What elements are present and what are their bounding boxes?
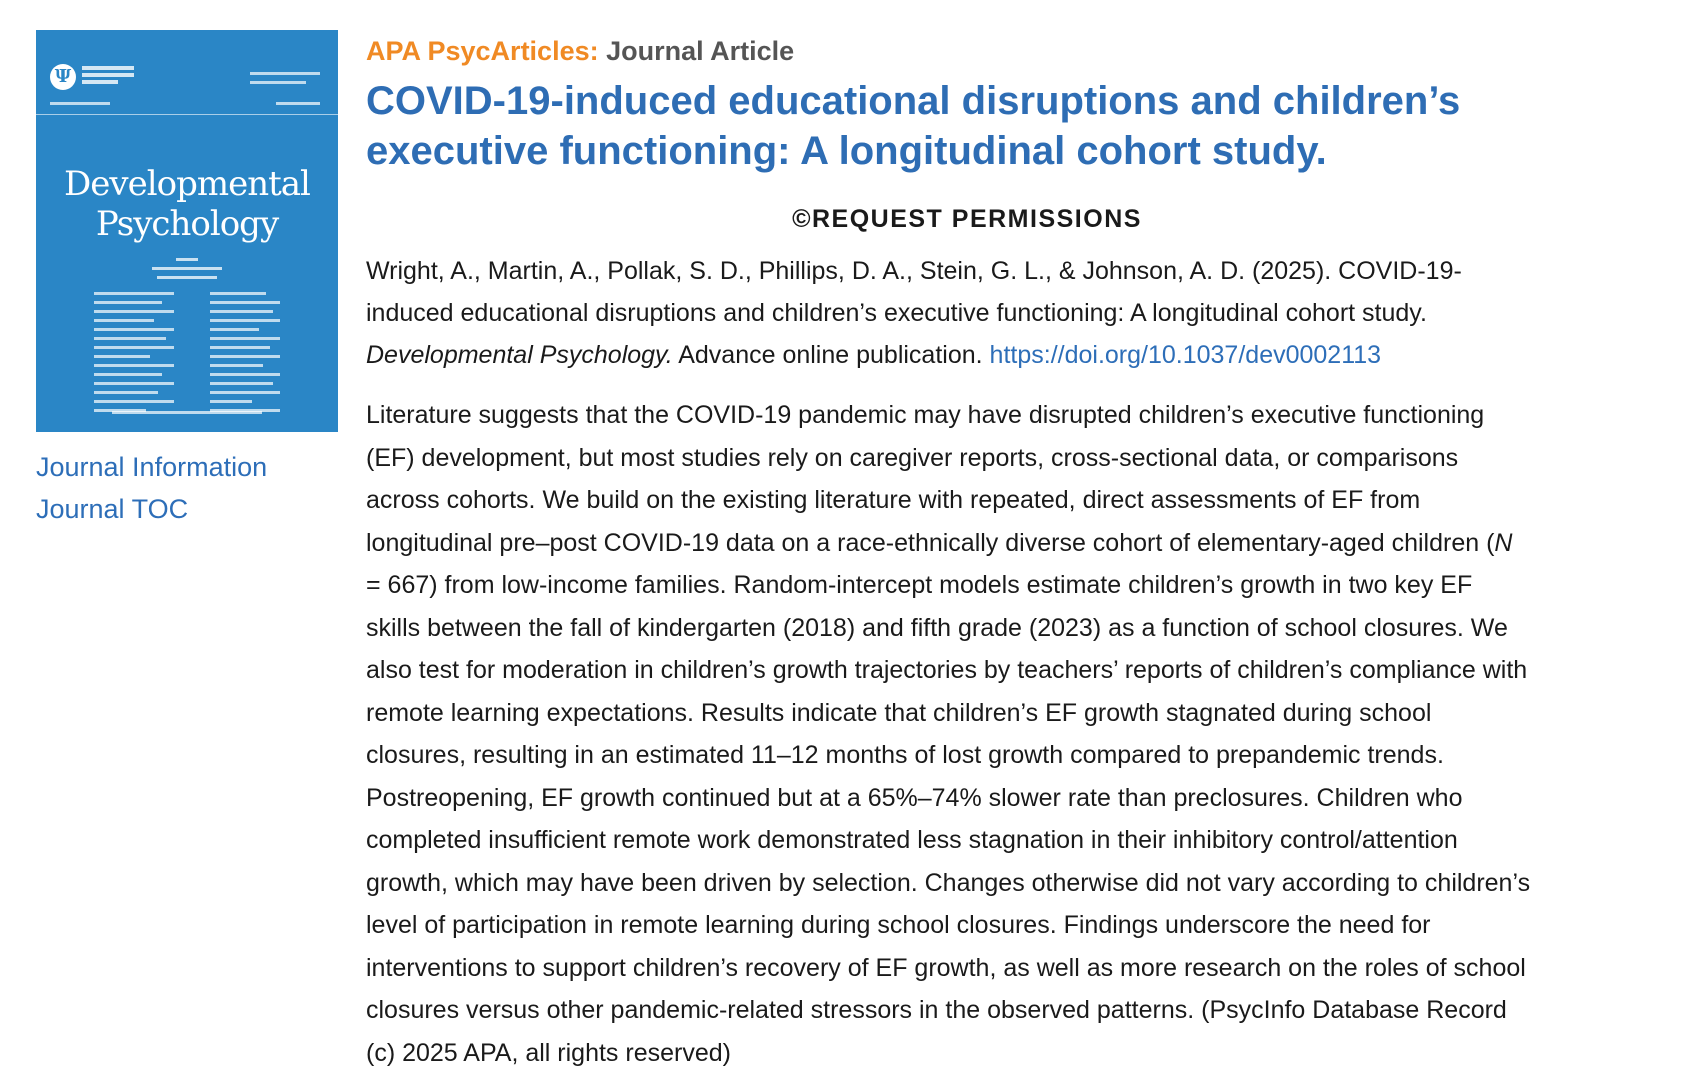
request-permissions-button[interactable]: ©REQUEST PERMISSIONS	[792, 205, 1142, 233]
cover-divider	[36, 114, 338, 115]
abstract-line: longitudinal pre–post COVID-19 data on a race-ethnically diverse cohort of elementary-aged children (	[366, 528, 1495, 557]
abstract-line: (EF) development, but most studies rely on caregiver reports, cross-sectional data, or comparisons	[366, 443, 1459, 472]
abstract-line: also test for moderation in children’s growth trajectories by teachers’ reports of children’s compliance with	[366, 656, 1528, 684]
article-title	[366, 76, 1688, 176]
abstract	[366, 394, 1688, 1074]
cover-url	[36, 411, 338, 414]
journal-toc-link[interactable]: Journal TOC	[36, 494, 189, 524]
citation-journal: Developmental Psychology.	[366, 341, 673, 369]
abstract-line: Literature suggests that the COVID-19 pandemic may have disrupted children’s executive functioning	[366, 401, 1485, 429]
abstract-line: growth, which may have been driven by selection. Changes otherwise did not vary according to children’s	[366, 868, 1531, 897]
journal-cover-image[interactable]	[36, 30, 338, 432]
journal-information-link[interactable]: Journal Information	[36, 452, 268, 482]
journal-links	[36, 446, 340, 530]
abstract-line: = 667) from low-income families. Random-intercept models estimate children’s growth in two key EF	[366, 571, 1473, 599]
cover-title-line2: Psychology	[95, 204, 279, 244]
abstract-line: completed insufficient remote work demonstrated less stagnation in their inhibitory control/attention	[366, 826, 1458, 854]
source-brand: APA PsycArticles:	[366, 36, 599, 66]
abstract-line: level of participation in remote learning during school closures. Findings underscore the need for	[366, 911, 1431, 939]
citation-publication-note: Advance online publication.	[672, 341, 990, 369]
article-main	[366, 30, 1688, 1074]
abstract-line: across cohorts. We build on the existing literature with repeated, direct assessments of EF from	[366, 486, 1421, 514]
abstract-line: skills between the fall of kindergarten (2018) and fifth grade (2023) as a function of school closures. We	[366, 613, 1508, 642]
apa-logo-icon: Ψ	[50, 64, 76, 90]
source-line	[366, 30, 1688, 72]
abstract-n-symbol: N	[1494, 528, 1513, 557]
abstract-line: closures versus other pandemic-related stressors in the observed patterns. (PsycInfo Database Record	[366, 996, 1507, 1024]
article-title-line1: COVID-19-induced educational disruptions and children’s	[366, 79, 1461, 123]
abstract-line: Postreopening, EF growth continued but at a 65%–74% slower rate than preclosures. Children who	[366, 783, 1463, 812]
abstract-line: closures, resulting in an estimated 11–12 months of lost growth compared to prepandemic trends.	[366, 741, 1444, 769]
cover-issue-meta	[250, 72, 320, 90]
cover-frequency	[50, 102, 110, 105]
cover-title-line1: Developmental	[64, 164, 310, 204]
doi-link[interactable]: https://doi.org/10.1037/dev0002113	[989, 341, 1382, 369]
cover-journal-title	[36, 164, 338, 244]
sidebar	[36, 30, 340, 530]
abstract-line: remote learning expectations. Results indicate that children’s EF growth stagnated during school	[366, 698, 1432, 727]
abstract-line: interventions to support children’s recovery of EF growth, as well as more research on the roles of school	[366, 953, 1526, 982]
cover-editor-block	[36, 258, 338, 285]
abstract-line: (c) 2025 APA, all rights reserved)	[366, 1038, 731, 1067]
article-title-line2: executive functioning: A longitudinal cohort study.	[366, 129, 1327, 173]
citation	[366, 250, 1688, 376]
source-type: Journal Article	[606, 36, 795, 66]
cover-publisher-text	[82, 66, 134, 87]
cover-issn	[276, 102, 320, 105]
citation-line2: induced educational disruptions and children’s executive functioning: A longitudinal cohort study.	[366, 299, 1427, 327]
citation-line1: Wright, A., Martin, A., Pollak, S. D., Phillips, D. A., Stein, G. L., & Johnson, A. D. (2025). COVID-19-	[366, 257, 1462, 285]
cover-editor-names	[94, 292, 280, 418]
